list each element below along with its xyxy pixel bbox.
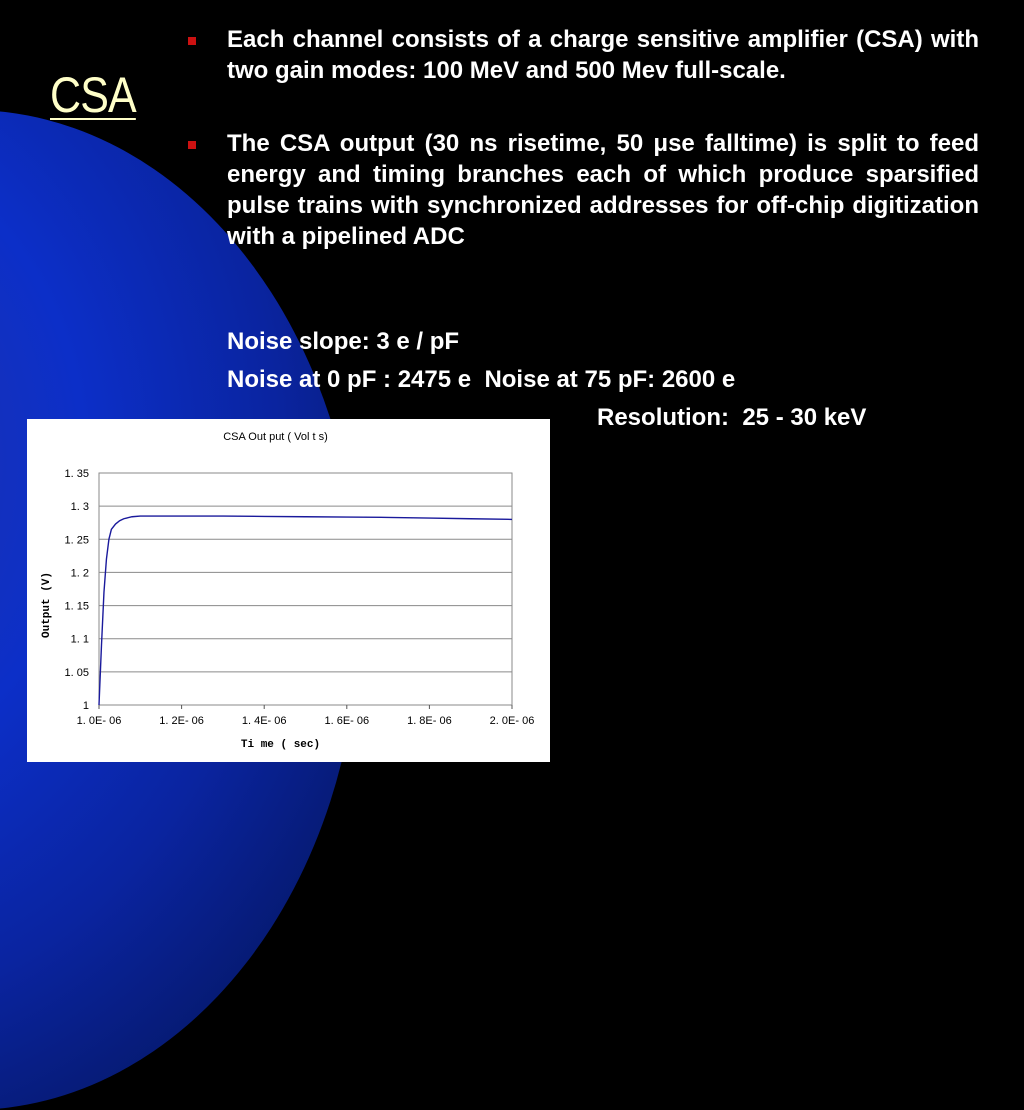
bullet-text: The CSA output (30 ns risetime, 50 μse falltime) is split to feed energy and timing branches each of which produce sparsified pulse trains with synchronized addresses for off-chip digitization with a pipelined ADC [227, 130, 979, 250]
chart-svg [27, 419, 550, 762]
bullet-list [186, 24, 979, 252]
y-tick-label: 1. 05 [64, 666, 89, 679]
x-tick-label: 1. 6E- 06 [324, 715, 370, 727]
noise-values-text: Noise at 0 pF : 2475 e Noise at 75 pF: 2600 e [227, 366, 736, 393]
series-line [99, 516, 512, 705]
x-tick-label: 1. 4E- 06 [241, 715, 287, 727]
resolution-text: Resolution: 25 - 30 keV [597, 404, 867, 431]
y-tick-label: 1. 25 [64, 534, 89, 547]
square-bullet-icon [188, 37, 196, 45]
slide-title: CSA [50, 67, 136, 123]
x-tick-label: 1. 0E- 06 [76, 715, 122, 727]
csa-output-chart [27, 419, 550, 762]
y-tick-label: 1. 3 [70, 501, 89, 514]
bullet-item [186, 24, 979, 86]
y-tick-label: 1 [82, 700, 89, 712]
y-axis-label: Output (V) [41, 571, 53, 639]
square-bullet-icon [188, 141, 196, 149]
x-axis-label: Ti me ( sec) [240, 739, 321, 751]
plot-area-border [99, 473, 512, 705]
y-tick-label: 1. 2 [70, 567, 89, 580]
x-tick-label: 2. 0E- 06 [489, 715, 535, 727]
x-tick-label: 1. 8E- 06 [407, 715, 452, 727]
y-tick-label: 1. 35 [64, 468, 89, 480]
y-tick-label: 1. 1 [70, 633, 89, 646]
noise-slope-text: Noise slope: 3 e / pF [227, 328, 460, 355]
chart-title: CSA Out put ( Vol t s) [223, 431, 328, 443]
x-tick-label: 1. 2E- 06 [159, 715, 204, 727]
y-tick-label: 1. 15 [64, 600, 89, 613]
bullet-text: Each channel consists of a charge sensitive amplifier (CSA) with two gain modes: 100 MeV and 500 Mev full-scale. [227, 26, 979, 84]
bullet-item [186, 128, 979, 252]
